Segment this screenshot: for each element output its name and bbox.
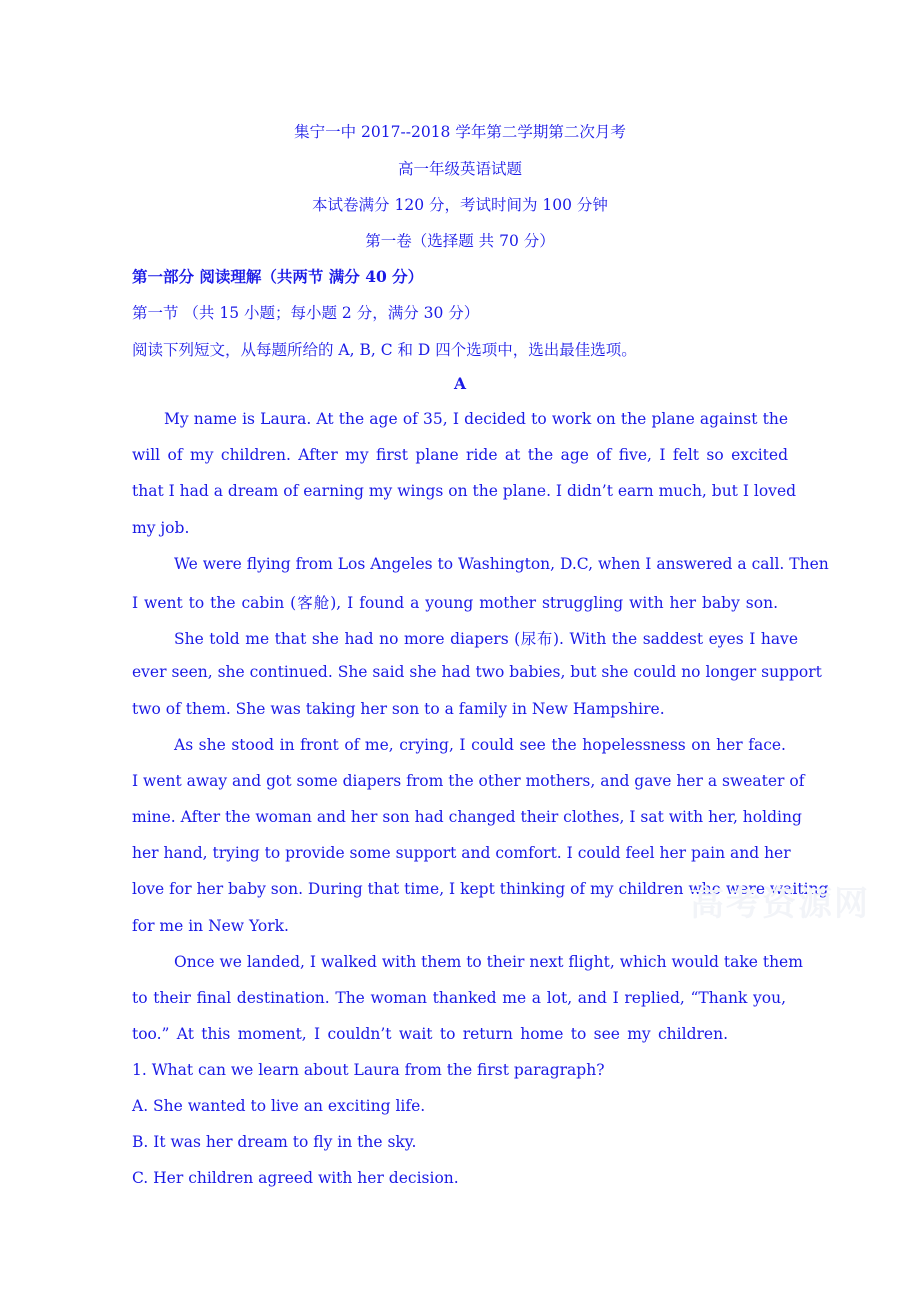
passage-line: love for her baby son. During that time, I kept thinking of my children who were waiting: [132, 880, 829, 898]
passage-line: too.” At this moment, I couldn’t wait to return home to see my children.: [132, 1025, 728, 1043]
passage-line: for me in New York.: [132, 917, 289, 935]
passage-line: I went to the cabin (客舱), I found a young mother struggling with her baby son.: [132, 594, 778, 612]
passage-line: will of my children. After my first plane ride at the age of five, I felt so excited: [132, 446, 788, 464]
passage-label: A: [453, 374, 467, 393]
passage-line: My name is Laura. At the age of 35, I decided to work on the plane against the: [164, 410, 788, 428]
passage-line: We were flying from Los Angeles to Washington, D.C, when I answered a call. Then: [174, 555, 829, 573]
passage-line: mine. After the woman and her son had changed their clothes, I sat with her, holding: [132, 808, 802, 826]
passage-line: two of them. She was taking her son to a family in New Hampshire.: [132, 700, 665, 718]
instruction-text: 阅读下列短文，从每题所给的 A, B, C 和 D 四个选项中，选出最佳选项。: [132, 341, 637, 359]
part-heading: 第一部分 阅读理解（共两节 满分 40 分）: [132, 267, 424, 286]
passage-line: I went away and got some diapers from the other mothers, and gave her a sweater of: [132, 772, 805, 790]
exam-subtitle: 高一年级英语试题: [397, 160, 522, 178]
passage-line: to their final destination. The woman thanked me a lot, and I replied, “Thank you,: [132, 989, 786, 1007]
passage-line: She told me that she had no more diapers (尿布). With the saddest eyes I have: [174, 630, 798, 648]
volume-heading: 第一卷（选择题 共 70 分）: [365, 232, 555, 250]
exam-info: 本试卷满分 120 分，考试时间为 100 分钟: [312, 196, 608, 214]
passage-line: my job.: [132, 519, 190, 537]
option-a: A. She wanted to live an exciting life.: [132, 1097, 426, 1115]
question-stem: 1. What can we learn about Laura from the first paragraph?: [132, 1061, 605, 1079]
passage-line: Once we landed, I walked with them to their next flight, which would take them: [174, 953, 803, 971]
option-c: C. Her children agreed with her decision.: [132, 1169, 459, 1187]
watermark-logo: 高考资源网: [690, 884, 870, 924]
exam-title: 集宁一中 2017--2018 学年第二学期第二次月考: [294, 123, 626, 141]
passage-line: ever seen, she continued. She said she had two babies, but she could no longer support: [132, 663, 822, 681]
passage-line: As she stood in front of me, crying, I could see the hopelessness on her face.: [174, 736, 786, 754]
subpart-heading: 第一节 （共 15 小题；每小题 2 分，满分 30 分）: [132, 304, 480, 322]
passage-line: her hand, trying to provide some support and comfort. I could feel her pain and her: [132, 844, 791, 862]
passage-line: that I had a dream of earning my wings on the plane. I didn’t earn much, but I loved: [132, 482, 797, 500]
option-b: B. It was her dream to fly in the sky.: [132, 1133, 417, 1151]
